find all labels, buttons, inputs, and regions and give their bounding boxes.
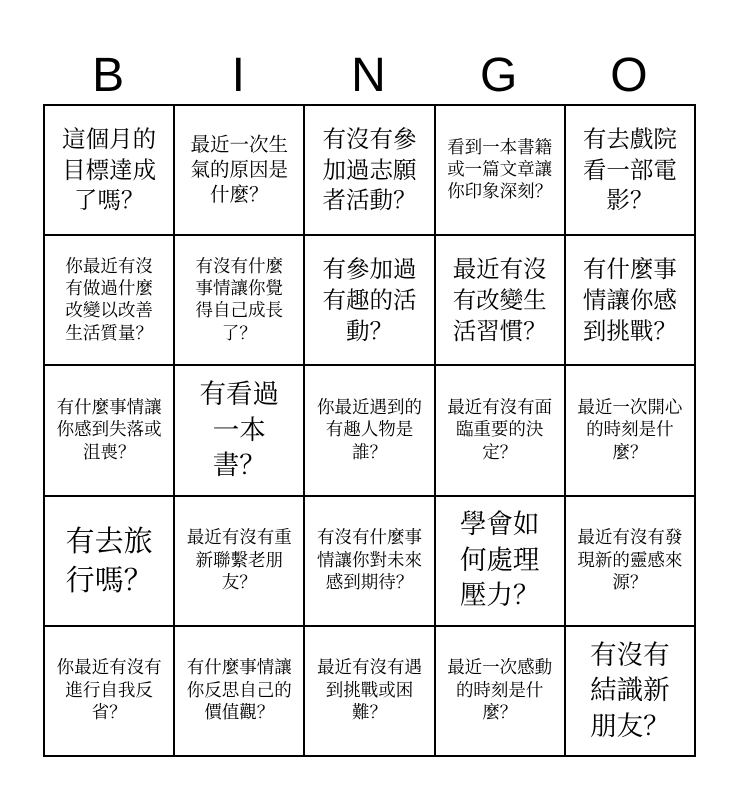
bingo-cell-r5c1[interactable]: [45, 627, 175, 757]
bingo-cell-r3c2[interactable]: [175, 366, 305, 496]
bingo-cell-r4c2[interactable]: [175, 497, 305, 627]
cell-text: 看到一本書籍或一篇文章讓你印象深刻？: [447, 137, 553, 203]
cell-text: 最近有沒有重新聯繫老朋友？: [186, 528, 292, 593]
header-letter-o: O: [610, 49, 648, 102]
cell-text: 有什麼事情讓你反思自己的價值觀？: [186, 658, 292, 724]
bingo-cell-r3c3[interactable]: [305, 366, 435, 496]
header-letter-n: N: [351, 49, 386, 102]
bingo-cell-r4c5[interactable]: [566, 497, 696, 627]
bingo-cell-r2c5[interactable]: [566, 236, 696, 366]
cell-text: 你最近遇到的有趣人物是誰？: [316, 397, 422, 463]
bingo-cell-r1c4[interactable]: [436, 106, 566, 236]
bingo-header: [43, 48, 694, 104]
bingo-cell-r5c2[interactable]: [175, 627, 305, 757]
bingo-cell-r2c2[interactable]: [175, 236, 305, 366]
bingo-cell-r2c3[interactable]: [305, 236, 435, 366]
bingo-cell-r1c3[interactable]: [305, 106, 435, 236]
cell-text: 有參加過有趣的活動？: [322, 255, 417, 345]
bingo-cell-r3c5[interactable]: [566, 366, 696, 496]
cell-text: 最近一次感動的時刻是什麼？: [447, 658, 553, 724]
cell-text: 有去戲院看一部電影？: [582, 125, 677, 215]
bingo-cell-r1c2[interactable]: [175, 106, 305, 236]
bingo-cell-r2c4[interactable]: [436, 236, 566, 366]
bingo-cell-r5c3[interactable]: [305, 627, 435, 757]
bingo-cell-r4c4[interactable]: [436, 497, 566, 627]
bingo-cell-r3c4[interactable]: [436, 366, 566, 496]
cell-text: 學會如何處理壓力？: [459, 509, 540, 612]
bingo-cell-r5c5[interactable]: [566, 627, 696, 757]
cell-text: 最近一次生氣的原因是什麼？: [190, 132, 289, 206]
cell-text: 有沒有什麼事情讓你對未來感到期待？: [316, 528, 422, 593]
bingo-cell-r1c5[interactable]: [566, 106, 696, 236]
cell-text: 你最近有沒有進行自我反省？: [56, 658, 162, 724]
cell-text: 最近有沒有面臨重要的決定？: [447, 397, 553, 463]
header-letter-g: G: [480, 49, 518, 102]
cell-text: 有什麼事情讓你感到失落或沮喪？: [56, 397, 162, 463]
cell-text: 最近有沒有改變生活習慣？: [452, 255, 547, 345]
bingo-cell-r4c3[interactable]: [305, 497, 435, 627]
header-letter-i: I: [231, 49, 245, 102]
cell-text: 最近有沒有發現新的靈感來源？: [577, 528, 683, 593]
cell-text: 有看過一本書？: [199, 379, 280, 482]
bingo-cell-r3c1[interactable]: [45, 366, 175, 496]
cell-text: 這個月的目標達成了嗎？: [62, 125, 157, 215]
bingo-cell-r5c4[interactable]: [436, 627, 566, 757]
header-letter-b: B: [92, 49, 125, 102]
cell-text: 有去旅行嗎？: [65, 523, 153, 597]
bingo-cell-r4c1[interactable]: [45, 497, 175, 627]
cell-text: 最近有沒有遇到挑戰或困難？: [316, 658, 422, 724]
cell-text: 有沒有參加過志願者活動？: [322, 125, 417, 215]
cell-text: 你最近有沒有做過什麼改變以改善生活質量？: [65, 256, 153, 344]
bingo-grid: [43, 104, 696, 757]
bingo-cell-r2c1[interactable]: [45, 236, 175, 366]
cell-text: 有沒有結識新朋友？: [590, 639, 670, 742]
bingo-cell-r1c1[interactable]: [45, 106, 175, 236]
cell-text: 最近一次開心的時刻是什麼？: [577, 397, 683, 463]
cell-text: 有什麼事情讓你感到挑戰？: [582, 255, 677, 345]
cell-text: 有沒有什麼事情讓你覺得自己成長了？: [195, 256, 284, 344]
